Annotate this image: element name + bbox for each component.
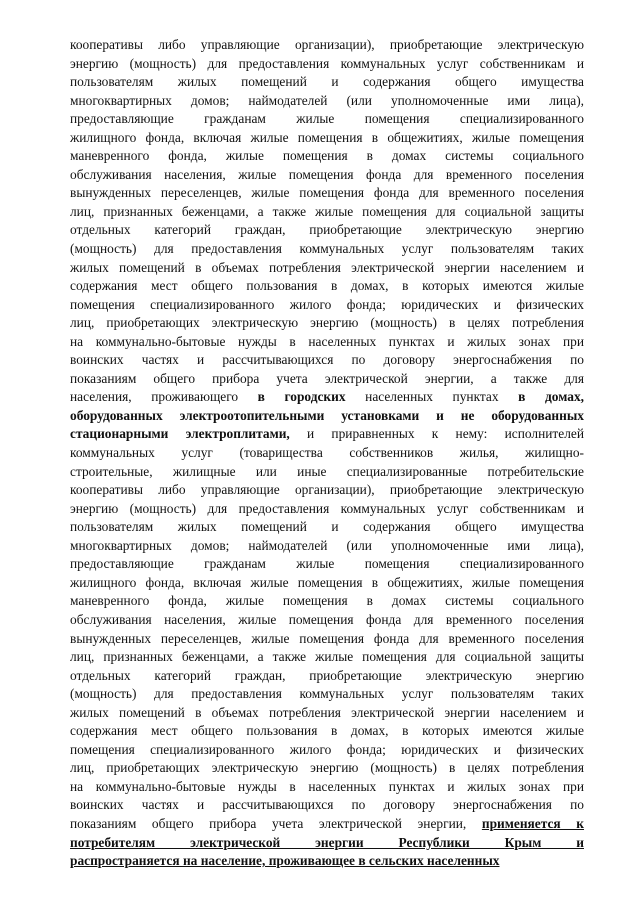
text-line <box>70 611 584 630</box>
text-line <box>70 704 584 723</box>
text-line <box>70 667 584 686</box>
text-line <box>70 147 584 166</box>
text-line <box>70 296 584 315</box>
text-run: показаниям общего прибора учета электрической энергии, а также для <box>70 370 584 386</box>
emphasized-text: стационарными электроплитами, <box>70 426 290 442</box>
text-run: (мощность) для предоставления коммунальных услуг пользователям таких <box>70 241 584 257</box>
text-line <box>70 55 584 74</box>
text-line <box>70 759 584 778</box>
text-line <box>70 92 584 111</box>
text-run: жилищного фонда, включая жилые помещения в общежитиях, жилые помещения <box>70 574 584 590</box>
text-line <box>70 221 584 240</box>
text-run: содержания мест общего пользования в домах, в которых имеются жилые <box>70 723 584 739</box>
text-line <box>70 314 584 333</box>
text-line <box>70 36 584 55</box>
text-run: населения, проживающего <box>70 389 258 405</box>
text-line <box>70 555 584 574</box>
text-run: коммунальных услуг (товарищества собственников жилья, жилищно- <box>70 445 584 461</box>
text-run: пользователям жилых помещений и содержания общего имущества <box>70 74 584 90</box>
text-run: маневренного фонда, жилые помещения в домах системы социального <box>70 148 584 164</box>
text-run: на коммунально-бытовые нужды в населенных пунктах и жилых зонах при <box>70 778 584 794</box>
text-run: жилых помещений в объемах потребления электрической энергии населением и <box>70 259 584 275</box>
text-run: обслуживания населения, жилые помещения фонда для временного поселения <box>70 611 584 627</box>
text-line <box>70 648 584 667</box>
text-run: строительные, жилищные или иные специализированные потребительские <box>70 463 584 479</box>
text-run: помещения специализированного жилого фонда; юридических и физических <box>70 741 584 757</box>
text-line <box>70 852 584 871</box>
text-run: населенных пунктах <box>345 389 519 405</box>
text-line <box>70 259 584 278</box>
text-run: многоквартирных домов; наймодателей (или уполномоченные ими лица), <box>70 537 584 553</box>
text-line <box>70 815 584 834</box>
text-run: кооперативы либо управляющие организации), приобретающие электрическую <box>70 37 584 52</box>
text-run: маневренного фонда, жилые помещения в домах системы социального <box>70 593 584 609</box>
text-run: пользователям жилых помещений и содержания общего имущества <box>70 519 584 535</box>
text-line <box>70 407 584 426</box>
document-body <box>70 36 584 871</box>
text-line <box>70 463 584 482</box>
text-run: лиц, признанных беженцами, а также жилые помещения для социальной защиты <box>70 203 584 219</box>
text-run: энергию (мощность) для предоставления коммунальных услуг собственникам и <box>70 55 584 71</box>
text-run: вынужденных переселенцев, жилые помещения фонда для временного поселения <box>70 630 584 646</box>
text-run: отдельных категорий граждан, приобретающие электрическую энергию <box>70 667 584 683</box>
text-run: кооперативы либо управляющие организации), приобретающие электрическую <box>70 482 584 498</box>
text-run: отдельных категорий граждан, приобретающие электрическую энергию <box>70 222 584 238</box>
text-line <box>70 481 584 500</box>
text-line <box>70 741 584 760</box>
emphasized-text: оборудованных электроотопительными установками и не оборудованных <box>70 407 584 423</box>
text-line <box>70 351 584 370</box>
text-run: предоставляющие гражданам жилые помещения специализированного <box>70 556 584 572</box>
text-run: энергию (мощность) для предоставления коммунальных услуг собственникам и <box>70 500 584 516</box>
text-run: воинских частях и рассчитывающихся по договору энергоснабжения по <box>70 352 584 368</box>
emphasized-text: в городских <box>257 389 346 405</box>
text-run: воинских частях и рассчитывающихся по договору энергоснабжения по <box>70 797 584 813</box>
text-run: жилых помещений в объемах потребления электрической энергии населением и <box>70 704 584 720</box>
text-run: (мощность) для предоставления коммунальных услуг пользователям таких <box>70 686 584 702</box>
text-run: и приравненных к нему: исполнителей <box>289 426 584 442</box>
text-run: содержания мест общего пользования в домах, в которых имеются жилые <box>70 278 584 294</box>
text-line <box>70 110 584 129</box>
text-line <box>70 425 584 444</box>
text-line <box>70 444 584 463</box>
text-run: жилищного фонда, включая жилые помещения в общежитиях, жилые помещения <box>70 129 584 145</box>
text-run: на коммунально-бытовые нужды в населенных пунктах и жилых зонах при <box>70 333 584 349</box>
text-run: вынужденных переселенцев, жилые помещения фонда для временного поселения <box>70 185 584 201</box>
text-line <box>70 500 584 519</box>
text-line <box>70 184 584 203</box>
text-run: помещения специализированного жилого фонда; юридических и физических <box>70 296 584 312</box>
emphasized-underlined-text: применяется к <box>481 815 585 831</box>
text-run: лиц, приобретающих электрическую энергию (мощность) в целях потребления <box>70 315 584 331</box>
emphasized-text: в домах, <box>518 389 584 405</box>
emphasized-underlined-text: потребителям электрической энергии Республики Крым и <box>70 834 584 850</box>
text-line <box>70 834 584 853</box>
emphasized-underlined-text: распространяется на население, проживающее в сельских населенных <box>70 853 500 869</box>
text-line <box>70 203 584 222</box>
text-run: предоставляющие гражданам жилые помещения специализированного <box>70 111 584 127</box>
text-run: обслуживания населения, жилые помещения фонда для временного поселения <box>70 166 584 182</box>
text-line <box>70 166 584 185</box>
text-line <box>70 630 584 649</box>
text-line <box>70 778 584 797</box>
text-line <box>70 333 584 352</box>
text-line <box>70 685 584 704</box>
text-line <box>70 73 584 92</box>
text-line <box>70 277 584 296</box>
text-run: показаниям общего прибора учета электрической энергии, <box>70 815 482 831</box>
text-line <box>70 518 584 537</box>
text-run: многоквартирных домов; наймодателей (или уполномоченные ими лица), <box>70 92 584 108</box>
text-line <box>70 722 584 741</box>
text-run: лиц, признанных беженцами, а также жилые помещения для социальной защиты <box>70 649 584 665</box>
text-line <box>70 537 584 556</box>
text-line <box>70 370 584 389</box>
text-line <box>70 796 584 815</box>
text-line <box>70 388 584 407</box>
text-line <box>70 574 584 593</box>
text-run: лиц, приобретающих электрическую энергию (мощность) в целях потребления <box>70 760 584 776</box>
text-line <box>70 240 584 259</box>
text-line <box>70 592 584 611</box>
text-line <box>70 129 584 148</box>
